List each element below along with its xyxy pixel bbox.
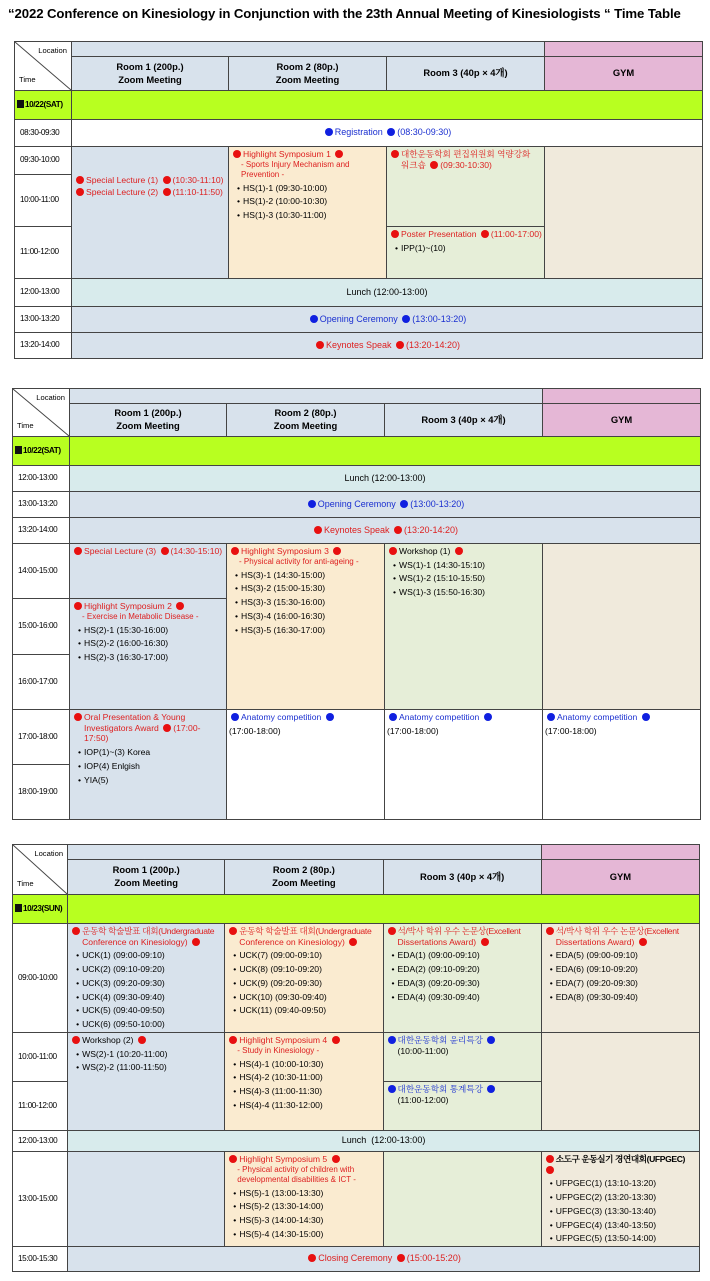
time-slot: 13:00-13:20 bbox=[13, 492, 70, 518]
gym-dissertation-award: 석/박사 학위 우수 논문상(Excellent Dissertations Award) • EDA(5) (09:00-09:10) • EDA(6) (09:10-09:20) • EDA(7) (09:20-09:30) • EDA(8) (09:30-09:40) bbox=[541, 924, 699, 1033]
room2-highlight-symposium-4: Highlight Symposium 4 - Study in Kinesiology - • HS(4)-1 (10:00-10:30) • HS(4)-2 (10:30-11:00) • HS(4)-3 (11:00-11:30) • HS(4)-4 (11:30-12:00) bbox=[225, 1032, 383, 1130]
lunch-cell: Lunch (12:00-13:00) bbox=[72, 279, 703, 307]
time-slot: 13:20-14:00 bbox=[15, 333, 72, 359]
room3-poster-presentation: Poster Presentation (11:00-17:00) • IPP(1)~(10) bbox=[387, 227, 545, 279]
time-slot: 13:00-15:00 bbox=[13, 1151, 68, 1246]
time-slot: 16:00-17:00 bbox=[13, 655, 70, 710]
time-label: Time bbox=[17, 878, 34, 888]
room3-anatomy-competition: Anatomy competition (17:00-18:00) bbox=[385, 710, 543, 820]
location-label: Location bbox=[36, 393, 65, 402]
room1-undergraduate-conference: 운동학 학술발표 대회(Undergraduate Conference on Kinesiology) • UCK(1) (09:00-09:10) • UCK(2) (09:10-09:20) • UCK(3) (09:20-09:30) • UCK(4) (09:30-09:40) • UCK(5) (09:40-09:50) • UCK(6) (09:50-10:00) bbox=[68, 924, 225, 1033]
location-label: Location bbox=[38, 46, 67, 55]
header-corner bbox=[15, 42, 72, 91]
page-title: “2022 Conference on Kinesiology in Conjunction with the 23th Annual Meeting of Kinesiologists “ Time Table bbox=[8, 6, 681, 21]
room2-undergraduate-conference: 운동학 학술발표 대회(Undergraduate Conference on Kinesiology) • UCK(7) (09:00-09:10) • UCK(8) (09:10-09:20) • UCK(9) (09:20-09:30) • UCK(10) (09:30-09:40) • UCK(11) (09:40-09:50) bbox=[225, 924, 383, 1033]
gym-anatomy-competition: Anatomy competition (17:00-18:00) bbox=[543, 710, 701, 820]
room2-header: Room 2 (80p.) Zoom Meeting bbox=[225, 860, 383, 895]
time-slot: 10:00-11:00 bbox=[15, 175, 72, 227]
time-slot: 15:00-16:00 bbox=[13, 599, 70, 655]
room2-anatomy-competition: Anatomy competition (17:00-18:00) bbox=[227, 710, 385, 820]
gym-header: GYM bbox=[543, 404, 701, 437]
room2-highlight-symposium-3: Highlight Symposium 3 - Physical activity for anti-ageing - • HS(3)-1 (14:30-15:00) • HS(3)-2 (15:00-15:30) • HS(3)-3 (15:30-16:00) • HS(3)-4 (16:00-16:30) • HS(3)-5 (16:30-17:00) bbox=[227, 544, 385, 710]
room1-oral-presentation: Oral Presentation & Young Investigators Award (17:00-17:50) • IOP(1)~(3) Korea • IOP(4) Enlgish • YIA(5) bbox=[70, 710, 227, 820]
gym-header: GYM bbox=[545, 57, 703, 91]
time-label: Time bbox=[17, 420, 34, 430]
time-slot: 09:30-10:00 bbox=[15, 147, 72, 175]
room3-header: Room 3 (40p × 4개) bbox=[385, 404, 543, 437]
timetable-day1-morning bbox=[14, 41, 703, 359]
registration-cell: Registration (08:30-09:30) bbox=[72, 120, 703, 147]
room1-empty bbox=[68, 1151, 225, 1246]
gym-empty bbox=[543, 544, 701, 710]
room1-header: Room 1 (200p.) Zoom Meeting bbox=[68, 860, 225, 895]
room3-header: Room 3 (40p × 4개) bbox=[383, 860, 541, 895]
room3-dissertation-award: 석/박사 학위 우수 논문상(Excellent Dissertations Award) • EDA(1) (09:00-09:10) • EDA(2) (09:10-09:20) • EDA(3) (09:20-09:30) • EDA(4) (09:30-09:40) bbox=[383, 924, 541, 1033]
keynotes-cell: Keynotes Speak (13:20-14:20) bbox=[70, 518, 701, 544]
lunch-cell: Lunch (12:00-13:00) bbox=[68, 1130, 700, 1151]
time-slot: 13:00-13:20 bbox=[15, 307, 72, 333]
time-slot: 17:00-18:00 bbox=[13, 710, 70, 765]
timetable-day2 bbox=[12, 844, 700, 1272]
time-label: Time bbox=[19, 74, 36, 84]
time-slot: 13:20-14:00 bbox=[13, 518, 70, 544]
date-row: 10/23(SUN) bbox=[13, 895, 68, 924]
opening-ceremony-cell: Opening Ceremony (13:00-13:20) bbox=[72, 307, 703, 333]
location-label: Location bbox=[34, 849, 64, 858]
time-slot: 10:00-11:00 bbox=[13, 1032, 68, 1081]
room3-header: Room 3 (40p × 4개) bbox=[387, 57, 545, 91]
room2-header: Room 2 (80p.) Zoom Meeting bbox=[227, 404, 385, 437]
room3-editorial-workshop: 대한운동학회 편집위원회 역량강화 워크숍 (09:30-10:30) bbox=[387, 147, 545, 227]
gym-ufpgec-contest: 소도구 운동실기 경연대회(UFPGEC) • UFPGEC(1) (13:10-13:20) • UFPGEC(2) (13:20-13:30) • UFPGEC(3) (13:30-13:40) • UFPGEC(4) (13:40-13:50) • UFPGEC(5) (13:50-14:00) bbox=[541, 1151, 699, 1246]
time-slot: 12:00-13:00 bbox=[13, 466, 70, 492]
time-slot: 12:00-13:00 bbox=[13, 1130, 68, 1151]
room2-header: Room 2 (80p.) Zoom Meeting bbox=[229, 57, 387, 91]
date-row: 10/22(SAT) bbox=[15, 91, 72, 120]
room3-ethics-lecture: 대한운동학회 윤리특강 (10:00-11:00) bbox=[383, 1032, 541, 1081]
timetable-day1-afternoon bbox=[12, 388, 701, 820]
gym-header: GYM bbox=[541, 860, 699, 895]
room1-header: Room 1 (200p.) Zoom Meeting bbox=[70, 404, 227, 437]
time-slot: 09:00-10:00 bbox=[13, 924, 68, 1033]
room1-workshop-2: Workshop (2) • WS(2)-1 (10:20-11:00) • WS(2)-2 (11:00-11:50) bbox=[68, 1032, 225, 1130]
closing-ceremony-cell: Closing Ceremony (15:00-15:20) bbox=[68, 1247, 700, 1272]
room3-empty bbox=[383, 1151, 541, 1246]
date-row: 10/22(SAT) bbox=[13, 437, 70, 466]
room3-statistics-lecture: 대한운동학회 통계특강 (11:00-12:00) bbox=[383, 1081, 541, 1130]
time-slot: 11:00-12:00 bbox=[13, 1081, 68, 1130]
time-slot: 15:00-15:30 bbox=[13, 1247, 68, 1272]
lunch-cell: Lunch (12:00-13:00) bbox=[70, 466, 701, 492]
room1-highlight-symposium-2: Highlight Symposium 2 - Exercise in Metabolic Disease - • HS(2)-1 (15:30-16:00) • HS(2)-2 (16:00-16:30) • HS(2)-3 (16:30-17:00) bbox=[70, 599, 227, 710]
time-slot: 12:00-13:00 bbox=[15, 279, 72, 307]
opening-ceremony-cell: Opening Ceremony (13:00-13:20) bbox=[70, 492, 701, 518]
gym-empty bbox=[545, 147, 703, 279]
time-slot: 14:00-15:00 bbox=[13, 544, 70, 599]
room1-special-lectures: Special Lecture (1) (10:30-11:10) Special Lecture (2) (11:10-11:50) bbox=[72, 147, 229, 279]
header-corner bbox=[13, 389, 70, 437]
room1-header: Room 1 (200p.) Zoom Meeting bbox=[72, 57, 229, 91]
room2-highlight-symposium-1: Highlight Symposium 1 - Sports Injury Mechanism and Prevention - • HS(1)-1 (09:30-10:00) • HS(1)-2 (10:00-10:30) • HS(1)-3 (10:30-11:00) bbox=[229, 147, 387, 279]
time-slot: 08:30-09:30 bbox=[15, 120, 72, 147]
time-slot: 18:00-19:00 bbox=[13, 765, 70, 820]
time-slot: 11:00-12:00 bbox=[15, 227, 72, 279]
keynotes-cell: Keynotes Speak (13:20-14:20) bbox=[72, 333, 703, 359]
room1-special-lecture-3: Special Lecture (3) (14:30-15:10) bbox=[70, 544, 227, 599]
room2-highlight-symposium-5: Highlight Symposium 5 - Physical activity of children with developmental disabilities & ICT - • HS(5)-1 (13:00-13:30) • HS(5)-2 (13:30-14:00) • HS(5)-3 (14:00-14:30) • HS(5)-4 (14:30-15:00) bbox=[225, 1151, 383, 1246]
header-corner bbox=[13, 845, 68, 895]
room3-workshop-1: Workshop (1) • WS(1)-1 (14:30-15:10) • WS(1)-2 (15:10-15:50) • WS(1)-3 (15:50-16:30) bbox=[385, 544, 543, 710]
gym-empty bbox=[541, 1032, 699, 1130]
